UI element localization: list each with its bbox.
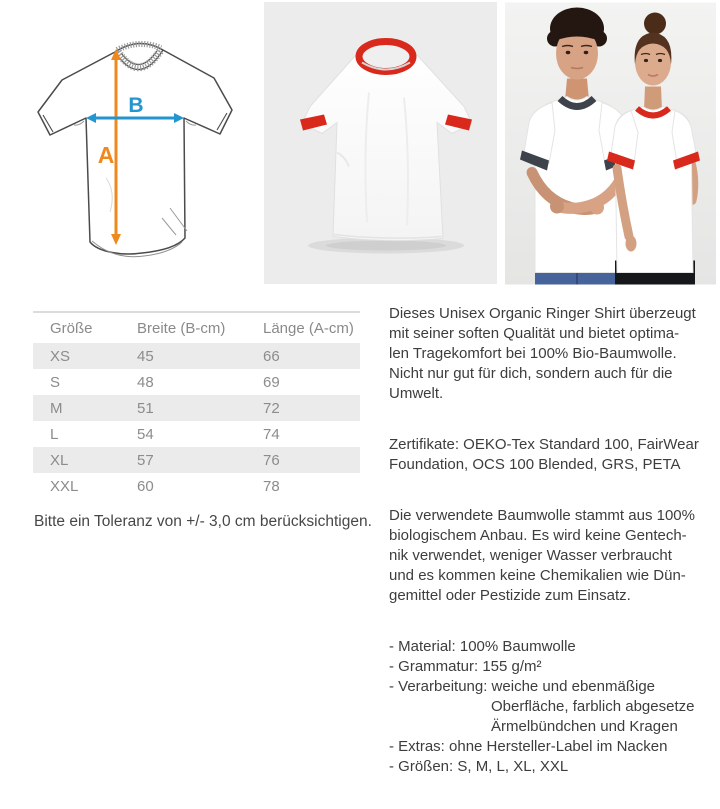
tshirt-measurement-drawing (22, 28, 250, 268)
flat-shirt (300, 42, 472, 241)
tshirt-outline (38, 43, 232, 256)
table-row: XS 45 66 (33, 343, 360, 369)
spec-extras: - Extras: ohne Hersteller-Label im Nacken (389, 738, 668, 755)
product-photo-models[interactable] (505, 2, 716, 285)
spec-verarbeitung: - Verarbeitung: weiche und ebenmäßige (389, 678, 656, 695)
label-a: A (97, 142, 115, 168)
ringer-shirt-flat (264, 2, 497, 284)
spec-material: - Material: 100% Baumwolle (389, 638, 576, 655)
col-header-length: Länge (A-cm) (263, 319, 354, 337)
size-diagram (22, 28, 250, 268)
label-b: B (128, 94, 144, 117)
table-row: XL 57 76 (33, 447, 360, 473)
table-header-row (33, 312, 360, 343)
spec-groessen: - Größen: S, M, L, XL, XXL (389, 758, 569, 775)
product-photo-flat[interactable] (264, 2, 497, 284)
cotton-paragraph: Die verwendete Baumwolle stammt aus 100% biologischem Anbau. Es wird keine Gentech- nik verwendet, weniger Wasser verbraucht und es kommen keine Chemikalien wie Dün- gemittel oder Pestizide zum Einsatz. (389, 507, 695, 604)
spec-list (389, 637, 720, 777)
table-row: M 51 72 (33, 395, 360, 421)
product-description (389, 304, 720, 777)
table-row: L 54 74 (50, 425, 280, 443)
col-header-width: Breite (B-cm) (137, 319, 226, 337)
spec-verarbeitung-cont: Ärmelbündchen und Kragen (491, 718, 678, 735)
description-paragraph-1: Dieses Unisex Organic Ringer Shirt überzeugt mit seiner soften Qualität und bietet optima- len Tragekomfort bei 100% Bio-Baumwolle. Nicht nur gut für dich, sondern auch für die Umwelt. (389, 305, 696, 402)
table-row: S 48 69 (50, 373, 280, 391)
certificates-paragraph: Zertifikate: OEKO-Tex Standard 100, FairWear Foundation, OCS 100 Blended, GRS, PETA (389, 436, 699, 473)
spec-grammatur: - Grammatur: 155 g/m² (389, 658, 542, 675)
spec-verarbeitung-cont: Oberfläche, farblich abgesetze (491, 698, 695, 715)
col-header-size: Größe (50, 319, 93, 337)
size-table (33, 311, 360, 499)
tolerance-note: Bitte ein Toleranz von +/- 3,0 cm berücksichtigen. (34, 513, 372, 530)
table-row: XXL 60 78 (50, 477, 280, 495)
models-wearing-ringer-shirts (505, 2, 716, 285)
